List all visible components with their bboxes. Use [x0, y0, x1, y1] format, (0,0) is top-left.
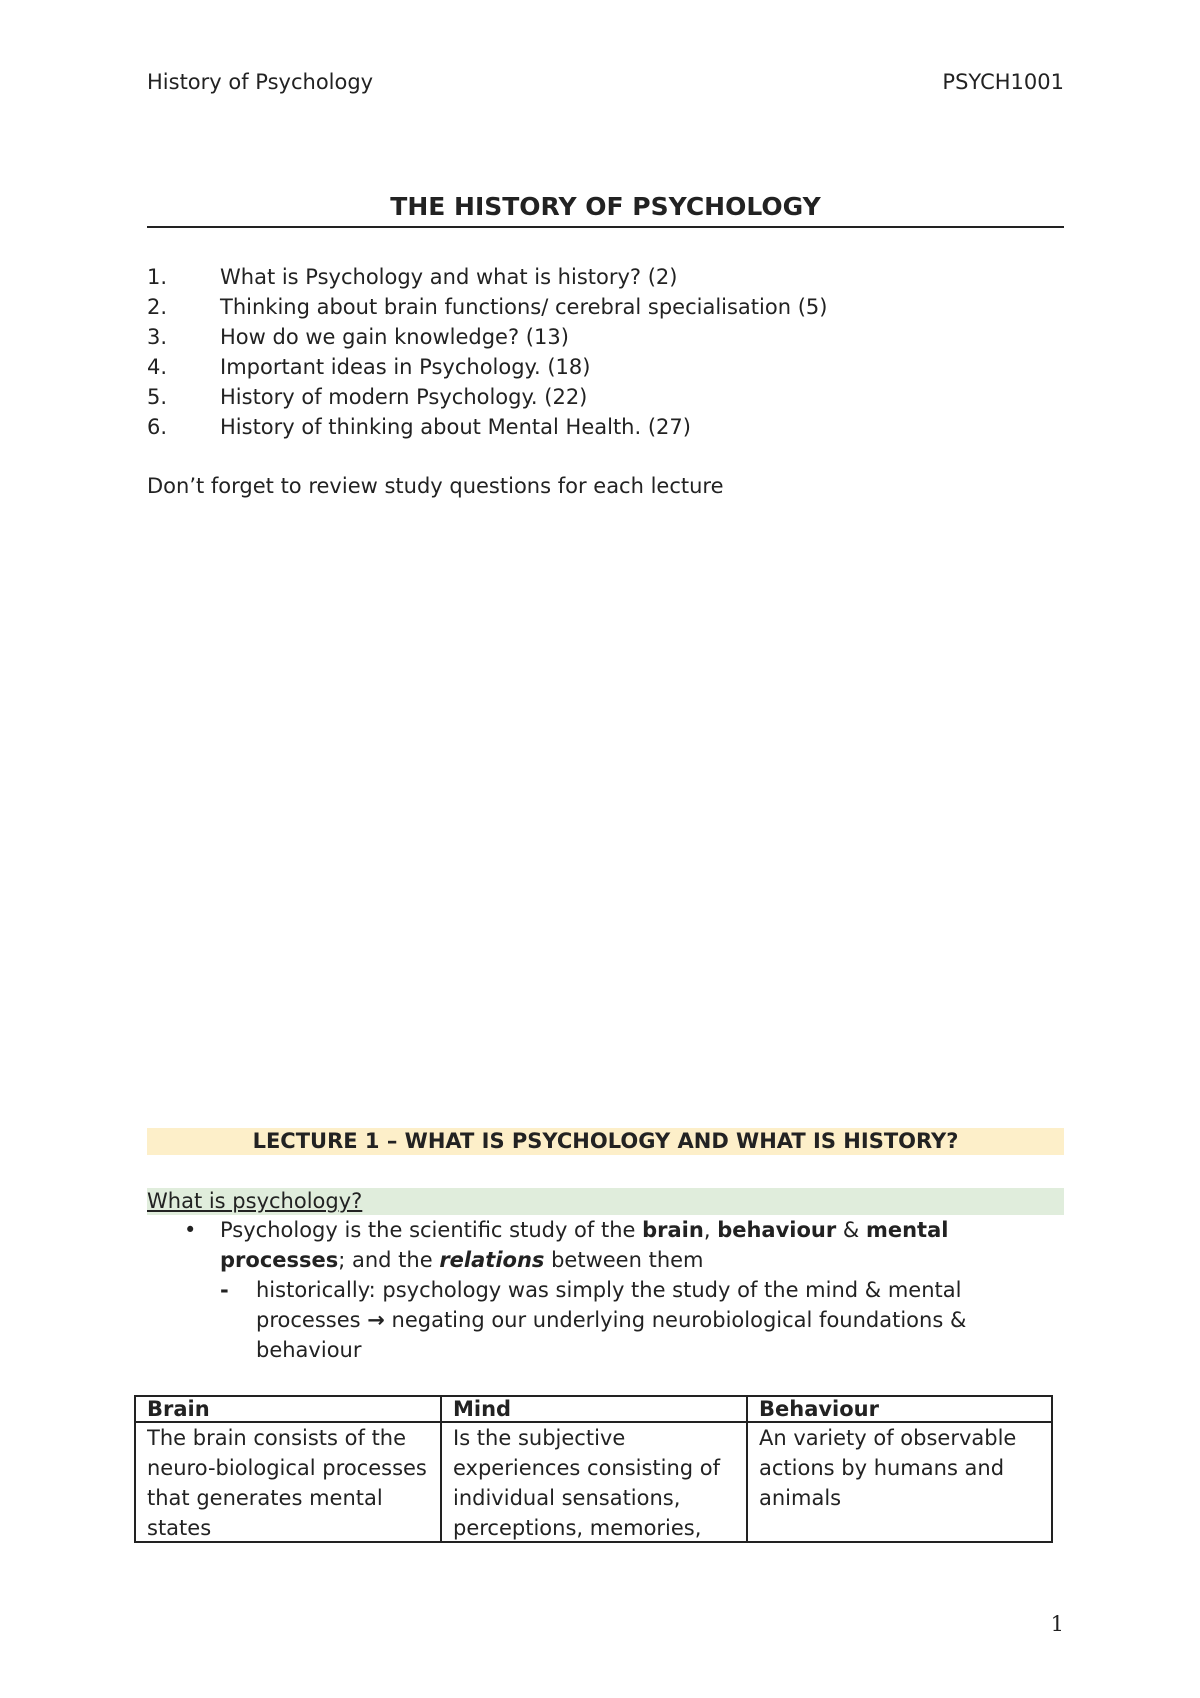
sub-point-item [147, 1275, 1064, 1365]
toc-item [147, 262, 1064, 292]
definition-block [147, 1215, 1064, 1365]
toc-item [147, 352, 1064, 382]
table-cell [747, 1422, 1052, 1542]
table-header-row [135, 1396, 1052, 1422]
toc-item [147, 292, 1064, 322]
sub-point-text: negating our underlying neurobiological foundations & behaviour [256, 1308, 967, 1362]
toc-item-text: Important ideas in Psychology. (18) [220, 355, 591, 379]
bullet-dot-icon: • [184, 1218, 197, 1242]
brain-mind-behaviour-table [134, 1395, 1053, 1543]
bullet-text: & [836, 1218, 866, 1242]
lecture-heading: LECTURE 1 – WHAT IS PSYCHOLOGY AND WHAT IS HISTORY? [147, 1128, 1064, 1155]
bullet-text: , [703, 1218, 718, 1242]
toc-item-number: 2. [147, 295, 168, 319]
toc-item-number: 1. [147, 265, 168, 289]
section-subheading [147, 1188, 1064, 1215]
table-cell-text: Is the subjective experiences consisting of individual sensations, perceptions, memories, [453, 1426, 721, 1540]
bold-term-behaviour: behaviour [717, 1218, 837, 1242]
table-of-contents [147, 262, 1064, 442]
toc-item-text: How do we gain knowledge? (13) [220, 325, 569, 349]
toc-item-number: 3. [147, 325, 168, 349]
table-cell-text: The brain consists of the neuro-biological processes that generates mental states [147, 1426, 427, 1540]
table-cell [441, 1422, 747, 1542]
study-reminder: Don’t forget to review study questions for each lecture [147, 474, 724, 498]
bullet-item [147, 1215, 1064, 1275]
dash-marker: - [220, 1278, 229, 1302]
toc-item-text: Thinking about brain functions/ cerebral specialisation (5) [220, 295, 828, 319]
table-cell [135, 1422, 441, 1542]
table-header-cell: Mind [441, 1396, 747, 1422]
toc-item-number: 6. [147, 415, 168, 439]
subheading-text: What is psychology? [147, 1189, 363, 1213]
table-header-cell: Behaviour [747, 1396, 1052, 1422]
table-header-cell: Brain [135, 1396, 441, 1422]
toc-item-number: 4. [147, 355, 168, 379]
bold-term-mental-processes: mental processes [220, 1218, 949, 1272]
toc-item [147, 412, 1064, 442]
table-cell-text: An variety of observable actions by humans and animals [759, 1426, 1017, 1510]
bullet-text: ; and the [338, 1248, 440, 1272]
bold-term-brain: brain [642, 1218, 704, 1242]
header-course-title: History of Psychology [147, 70, 374, 94]
header-course-code: PSYCH1001 [942, 70, 1064, 94]
toc-item-number: 5. [147, 385, 168, 409]
page-header [147, 70, 1064, 100]
sub-point-text: historically: psychology was simply the study of the mind & mental processes [256, 1278, 962, 1332]
right-arrow-icon: → [367, 1308, 385, 1332]
table-row [135, 1422, 1052, 1542]
toc-item-text: History of modern Psychology. (22) [220, 385, 588, 409]
toc-item [147, 322, 1064, 352]
document-title: THE HISTORY OF PSYCHOLOGY [147, 192, 1064, 228]
toc-item-text: History of thinking about Mental Health. (27) [220, 415, 691, 439]
bold-italic-term-relations: relations [439, 1248, 545, 1272]
toc-item-text: What is Psychology and what is history? (2) [220, 265, 678, 289]
bullet-text: between them [544, 1248, 704, 1272]
page-number: 1 [1050, 1612, 1064, 1636]
toc-item [147, 382, 1064, 412]
bullet-text: Psychology is the scientific study of the [220, 1218, 643, 1242]
